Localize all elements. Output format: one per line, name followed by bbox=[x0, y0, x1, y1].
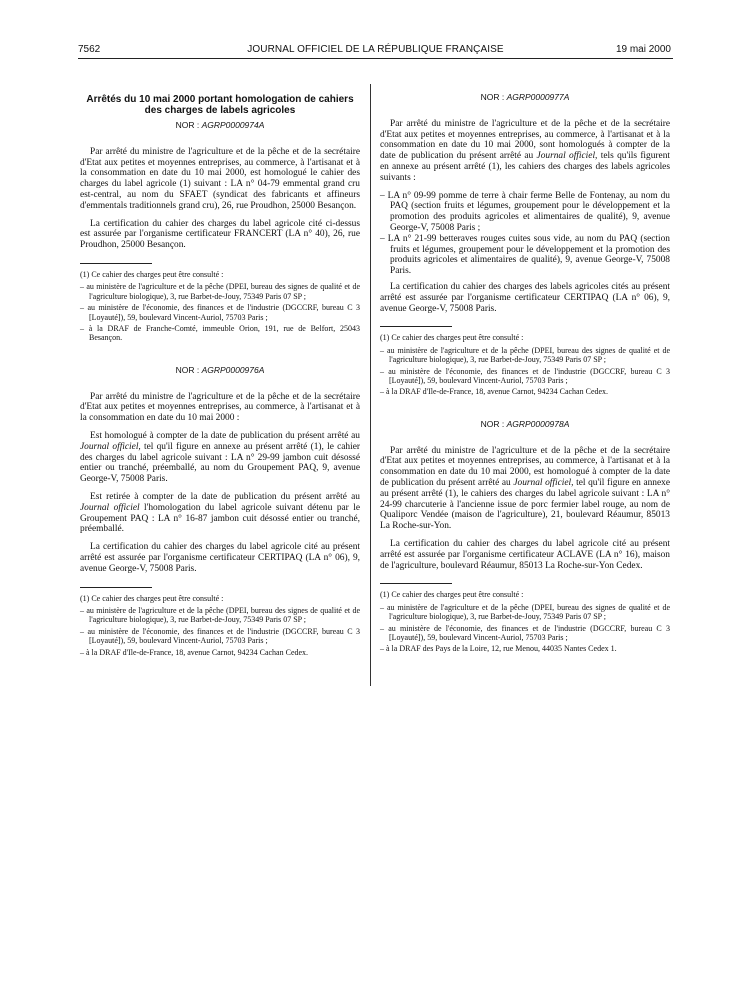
text-run: tels qu'ils figurent en annexe au présent arrêté (1), les cahiers des charges des labels agricoles suivants : bbox=[380, 151, 670, 183]
decree-4-paragraph-1 bbox=[380, 446, 670, 532]
footnote-item: – au ministère de l'économie, des finances et de l'industrie (DGCCRF, bureau C 3 [Loyauté]), 59, boulevard Vincent-Auriol, 75703 Paris ; bbox=[380, 366, 670, 385]
journal-officiel-italic: Journal officiel bbox=[80, 502, 140, 513]
footnote-item: – au ministère de l'agriculture et de la pêche (DPEI, bureau des signes de qualité et de l'agriculture biologique), 3, rue Barbet-de-Jouy, 75349 Paris 07 SP ; bbox=[380, 602, 670, 622]
journal-officiel-italic: Journal officiel, bbox=[513, 477, 574, 488]
nor-prefix: NOR : bbox=[175, 120, 202, 130]
footnote-item: – au ministère de l'économie, des finances et de l'industrie (DGCCRF, bureau C 3 [Loyauté]), 59, boulevard Vincent-Auriol, 75703 Paris ; bbox=[80, 626, 360, 646]
nor-code: AGRP0000974A bbox=[201, 120, 265, 130]
text-run: Par arrêté du ministre de l'agriculture et de la pêche et de la secrétaire d'Etat aux petites et moyennes entreprises, au commerce, à l'artisanat et à la consommation en date du 10 mai 2000, est homologué à compter de la date de publication du présent arrêté au bbox=[380, 445, 670, 488]
footnote-rule bbox=[80, 263, 152, 264]
decree-3-paragraph-2: La certification du cahier des charges des labels agricoles cités au présent arrêté est assurée par l'organisme certificateur CERTIPAQ (LA n° 06), 9, avenue George-V, 75008 Paris. bbox=[380, 281, 670, 314]
footnote-item: – au ministère de l'agriculture et de la pêche (DPEI, bureau des signes de qualité et de l'agriculture biologique), 3, rue Barbet-de-Jouy, 75349 Paris 07 SP ; bbox=[80, 605, 360, 625]
decree-2-paragraph-2 bbox=[80, 431, 360, 485]
footnote-lead: (1) Ce cahier des charges peut être consulté : bbox=[380, 333, 524, 343]
footnote-list bbox=[380, 346, 670, 397]
nor-prefix: NOR : bbox=[480, 92, 507, 102]
label-list-item: – LA n° 21-99 betteraves rouges cuites sous vide, au nom du PAQ (section fruits et légumes, groupement pour le développement et la promotion des produits agricoles et alimentaires de qualité), 9, avenue George-V, 75008 Paris. bbox=[380, 233, 670, 277]
footnote-item: – à la DRAF de Franche-Comté, immeuble Orion, 191, rue de Belfort, 25043 Besançon. bbox=[80, 324, 360, 343]
footnote-list bbox=[380, 603, 670, 654]
footnote-item: – à la DRAF d'Ile-de-France, 18, avenue Carnot, 94234 Cachan Cedex. bbox=[80, 647, 309, 657]
footnote-lead: (1) Ce cahier des charges peut être consulté : bbox=[380, 590, 524, 600]
footnote-rule bbox=[380, 326, 452, 327]
decree-2-paragraph-3 bbox=[80, 492, 360, 535]
decree-1-paragraph-2: La certification du cahier des charges du label agricole cité ci-dessus est assurée par l'organisme certificateur FRANCERT (LA n° 40), 26, rue Proudhon, 25000 Besançon. bbox=[80, 218, 360, 251]
footnote-item: – au ministère de l'agriculture et de la pêche (DPEI, bureau des signes de qualité et de l'agriculture biologique), 3, rue Barbet-de-Jouy, 75349 Paris 07 SP ; bbox=[80, 282, 360, 301]
nor-code: AGRP0000976A bbox=[201, 364, 265, 375]
right-column bbox=[380, 90, 670, 656]
footnote-rule bbox=[80, 587, 152, 588]
footnote-4 bbox=[380, 590, 670, 653]
text-run: Est homologué à compter de la date de publication du présent arrêté au bbox=[90, 431, 360, 441]
nor-reference-3 bbox=[380, 92, 670, 103]
nor-reference-4 bbox=[380, 419, 670, 430]
footnote-rule bbox=[380, 583, 452, 584]
nor-code: AGRP0000977A bbox=[506, 92, 570, 102]
issue-date: 19 mai 2000 bbox=[615, 44, 671, 55]
nor-reference-2 bbox=[80, 365, 360, 376]
footnote-item: – au ministère de l'agriculture et de la pêche (DPEI, bureau des signes de qualité et de l'agriculture biologique), 3, rue Barbet-de-Jouy, 75349 Paris 07 SP ; bbox=[380, 345, 670, 365]
journal-officiel-italic: Journal officiel, bbox=[80, 441, 141, 452]
decree-3-paragraph-1 bbox=[380, 119, 670, 184]
journal-title: JOURNAL OFFICIEL DE LA RÉPUBLIQUE FRANÇAISE bbox=[247, 44, 504, 55]
footnote-lead: (1) Ce cahier des charges peut être consulté : bbox=[80, 593, 224, 603]
text-run: Par arrêté du ministre de l'agriculture et de la pêche et de la secrétaire d'Etat aux petites et moyennes entreprises, au commerce, à l'artisanat et à la consommation en date du 10 mai 2000, sont homologués à compter de la date de publication du présent arrêté au bbox=[380, 118, 670, 162]
text-run: tel qu'il figure en annexe au présent arrêté (1), le cahiers des charges du label agricole suivant : LA n° 24-99 charcuterie à l'ancienne issue de porc fermier label rouge, au nom de Qualiporc Vendée (maison de l'agriculture), 21, boulevard Réaumur, 85013 La Roche-sur-Yon. bbox=[380, 477, 670, 532]
header-rule bbox=[78, 58, 673, 59]
left-column bbox=[80, 90, 360, 659]
column-divider bbox=[370, 84, 371, 686]
label-list bbox=[380, 191, 670, 277]
text-run: tel qu'il figure en annexe au présent arrêté (1), le cahier des charges du label agricole suivant : LA n° 29-99 jambon cuit désossé entier ou tranché, préemballé, au nom du Groupement PAQ, 9, avenue George-V, 75008 Paris. bbox=[80, 441, 360, 485]
decree-4-paragraph-2: La certification du cahier des charges du label agricole cité au présent arrêté est assurée par l'organisme certificateur ACLAVE (LA n° 16), maison de l'agriculture, boulevard Réaumur, 85013 La Roche-sur-Yon Cedex. bbox=[380, 538, 670, 571]
text-run: l'homologation du label agricole suivant détenu par le Groupement PAQ : LA n° 16-87 jambon cuit désossé entier ou tranché, préemballé. bbox=[80, 502, 360, 535]
footnote-2 bbox=[80, 594, 360, 657]
footnote-item: – à la DRAF des Pays de la Loire, 12, rue Menou, 44035 Nantes Cedex 1. bbox=[380, 644, 617, 654]
footnote-list bbox=[80, 606, 360, 657]
nor-prefix: NOR : bbox=[175, 364, 202, 375]
label-list-item: – LA n° 09-99 pomme de terre à chair ferme Belle de Fontenay, au nom du PAQ (section fruits et légumes, groupement pour le développement et la promotion des produits agricoles et alimentaires de qualité), 9, avenue George-V, 75008 Paris ; bbox=[380, 190, 670, 233]
footnote-item: – au ministère de l'économie, des finances et de l'industrie (DGCCRF, bureau C 3 [Loyauté]), 59, boulevard Vincent-Auriol, 75703 Paris ; bbox=[380, 623, 670, 642]
footnote-1 bbox=[80, 270, 360, 343]
footnote-3 bbox=[380, 333, 670, 396]
decree-2-paragraph-1: Par arrêté du ministre de l'agriculture et de la pêche et de la secrétaire d'Etat aux petites et moyennes entreprises, au commerce, à l'artisanat et à la consommation en date du 10 mai 2000 : bbox=[80, 391, 360, 424]
footnote-lead: (1) Ce cahier des charges peut être consulté : bbox=[80, 269, 224, 279]
nor-code: AGRP0000978A bbox=[506, 418, 570, 429]
decree-2-paragraph-4: La certification du cahier des charges du label agricole cité au présent arrêté est assurée par l'organisme certificateur CERTIPAQ (LA n° 06), 9, avenue George-V, 75008 Paris. bbox=[80, 542, 360, 574]
footnote-item: – à la DRAF d'Ile-de-France, 18, avenue Carnot, 94234 Cachan Cedex. bbox=[380, 387, 609, 397]
footnote-item: – au ministère de l'économie, des finances et de l'industrie (DGCCRF, bureau C 3 [Loyauté]), 59, boulevard Vincent-Auriol, 75703 Paris ; bbox=[80, 303, 360, 322]
nor-prefix: NOR : bbox=[480, 418, 507, 429]
nor-reference-1 bbox=[80, 120, 360, 131]
decree-1-paragraph-1: Par arrêté du ministre de l'agriculture et de la pêche et de la secrétaire d'Etat aux petites et moyennes entreprises, au commerce, à l'artisanat et à la consommation en date du 10 mai 2000, est homologué le cahier des charges du label agricole (1) suivant : LA n° 04-79 emmental grand cru est-central, au nom du SFAET (syndicat des fabricants et affineurs d'emmentals traditionnels grand cru), 26, rue Proudhon, 25000 Besançon. bbox=[80, 146, 360, 211]
decree-title: Arrêtés du 10 mai 2000 portant homologation de cahiers des charges de labels agricoles bbox=[86, 94, 354, 116]
footnote-list bbox=[80, 282, 360, 342]
page-number: 7562 bbox=[78, 44, 101, 55]
text-run: Est retirée à compter de la date de publication du présent arrêté au bbox=[90, 491, 360, 502]
journal-officiel-italic: Journal officiel, bbox=[536, 151, 598, 162]
